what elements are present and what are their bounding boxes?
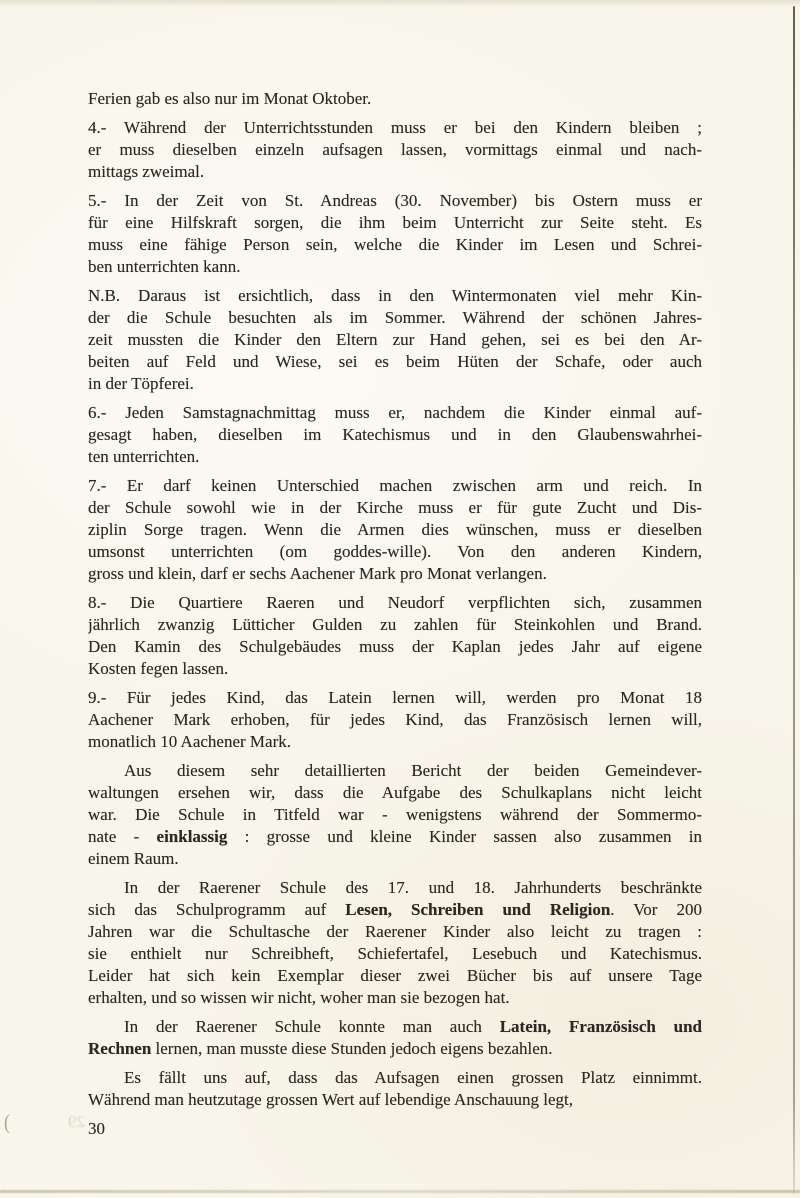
paragraph (88, 592, 702, 680)
bold-text-segment: einklassig (156, 827, 228, 846)
text-line: Während man heutzutage grossen Wert auf lebendige Anschauung legt, (88, 1090, 574, 1109)
paragraph (88, 760, 702, 870)
text-line: umsonst unterrichten (om goddes-wille). Von den anderen Kindern, (88, 542, 702, 561)
text-line (88, 1038, 702, 1060)
text-line: Ferien gab es also nur im Monat Oktober. (88, 89, 372, 108)
text-line: Es fällt uns auf, dass das Aufsagen einen grossen Platz einnimmt. (124, 1068, 702, 1087)
text-line (88, 1016, 702, 1038)
text-line: gesagt haben, dieselben im Katechismus und in den Glaubenswahrhei- (88, 425, 702, 444)
paragraph (88, 117, 702, 183)
text-line: muss eine fähige Person sein, welche die Kinder im Lesen und Schrei- (88, 235, 702, 254)
paper-blemish-mark: ( (4, 1109, 10, 1134)
top-edge-smudge (0, 0, 800, 7)
text-line: einem Raum. (88, 849, 179, 868)
text-line: jährlich zwanzig Lütticher Gulden zu zahlen für Steinkohlen und Brand. (88, 615, 702, 634)
text-line: erhalten, und so wissen wir nicht, woher man sie bezogen hat. (88, 988, 510, 1007)
text-line: Aachener Mark erhoben, für jedes Kind, das Französisch lernen will, (88, 710, 702, 729)
text-line: beiten auf Feld und Wiese, sei es beim Hüten der Schafe, oder auch (88, 352, 702, 371)
text-line: N.B. Daraus ist ersichtlich, dass in den Wintermonaten viel mehr Kin- (88, 286, 702, 305)
paragraph (88, 877, 702, 1009)
page-edge-shadow-right (793, 6, 795, 1194)
text-segment: . Vor 200 (610, 900, 702, 919)
text-line: In der Raerener Schule des 17. und 18. Jahrhunderts beschränkte (124, 878, 702, 897)
text-segment: In der Raerener Schule konnte man auch (124, 1017, 500, 1036)
text-line: in der Töpferei. (88, 374, 194, 393)
text-line: zeit mussten die Kinder den Eltern zur Hand gehen, sei es bei den Ar- (88, 330, 702, 349)
text-segment: sich das Schulprogramm auf (88, 900, 346, 919)
text-line: war. Die Schule in Titfeld war - wenigstens während der Sommermo- (88, 805, 702, 824)
text-line: 5.- In der Zeit von St. Andreas (30. November) bis Ostern muss er (88, 191, 702, 210)
paragraph (88, 190, 702, 278)
text-segment: nate - (88, 827, 157, 846)
text-line: 7.- Er darf keinen Unterschied machen zwischen arm und reich. In (88, 476, 702, 495)
paragraph (88, 475, 702, 585)
text-line: Aus diesem sehr detaillierten Bericht der beiden Gemeindever- (124, 761, 702, 780)
paragraph (88, 687, 702, 753)
page-number: 30 (88, 1119, 105, 1138)
text-line: 9.- Für jedes Kind, das Latein lernen will, werden pro Monat 18 (88, 688, 702, 707)
text-line: monatlich 10 Aachener Mark. (88, 732, 291, 751)
bold-text-segment: Rechnen (88, 1039, 152, 1058)
text-line: Den Kamin des Schulgebäudes muss der Kaplan jedes Jahr auf eigene (88, 637, 702, 656)
text-line (88, 826, 702, 848)
text-line: ziplin Sorge tragen. Wenn die Armen dies wünschen, muss er dieselben (88, 520, 702, 539)
paragraph (88, 402, 702, 468)
text-line: für eine Hilfskraft sorgen, die ihm beim Unterricht zur Seite steht. Es (88, 213, 702, 232)
paragraph (88, 285, 702, 395)
text-line: 8.- Die Quartiere Raeren und Neudorf verpflichten sich, zusammen (88, 593, 702, 612)
text-line: 6.- Jeden Samstagnachmittag muss er, nachdem die Kinder einmal auf- (88, 403, 702, 422)
text-segment: : grosse und kleine Kinder sassen also zusammen in (227, 827, 702, 846)
text-line: gross und klein, darf er sechs Aachener Mark pro Monat verlangen. (88, 564, 547, 583)
text-line: sie enthielt nur Schreibheft, Schiefertafel, Lesebuch und Katechismus. (88, 944, 702, 963)
text-line: ten unterrichten. (88, 447, 200, 466)
text-line: waltungen ersehen wir, dass die Aufgabe des Schulkaplans nicht leicht (88, 783, 702, 802)
text-line: Kosten fegen lassen. (88, 659, 229, 678)
paragraph (88, 88, 702, 110)
paragraph (88, 1016, 702, 1060)
bold-text-segment: Latein, Französisch und (499, 1017, 702, 1036)
text-line: ben unterrichten kann. (88, 257, 241, 276)
text-line (88, 899, 702, 921)
text-line: mittags zweimal. (88, 162, 205, 181)
text-line: er muss dieselben einzeln aufsagen lassen, vormittags einmal und nach- (88, 140, 702, 159)
text-segment: lernen, man musste diese Stunden jedoch eigens bezahlen. (151, 1039, 553, 1058)
text-line: Leider hat sich kein Exemplar dieser zwei Bücher bis auf unsere Tage (88, 966, 702, 985)
text-line: Jahren war die Schultasche der Raerener Kinder also leicht zu tragen : (88, 922, 702, 941)
bold-text-segment: Lesen, Schreiben und Religion (345, 900, 611, 919)
text-line: der die Schule besuchten als im Sommer. Während der schönen Jahres- (88, 308, 702, 327)
text-block (88, 88, 702, 1140)
text-line: 4.- Während der Unterrichtsstunden muss er bei den Kindern bleiben ; (88, 118, 702, 137)
paragraph (88, 1067, 702, 1111)
text-line: der Schule sowohl wie in der Kirche muss er für gute Zucht und Dis- (88, 498, 702, 517)
show-through-page-number: 29 (68, 1112, 85, 1131)
page-edge-shadow-bottom (0, 1190, 800, 1193)
